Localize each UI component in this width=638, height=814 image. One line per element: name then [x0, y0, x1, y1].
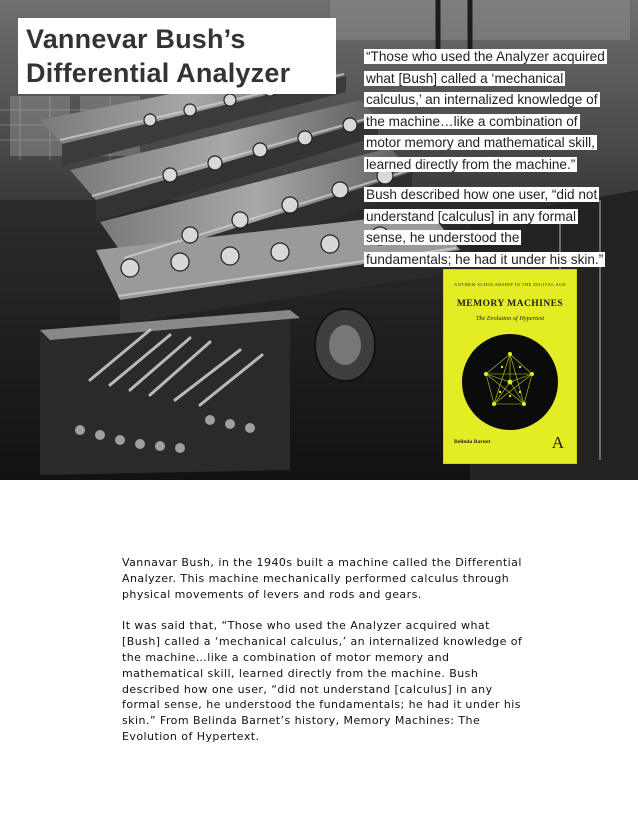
title-box [18, 18, 336, 94]
caption-line: the machine…like a combination of motor memory and [122, 650, 450, 664]
caption-paragraph-2 [122, 618, 542, 744]
book-series: ANTHEM SCHOLARSHIP IN THE DIGITAL AGE [453, 282, 567, 287]
book-cover [444, 270, 576, 463]
title-line-1: Vannevar Bush’s [26, 24, 246, 54]
quote-line: fundamentals; he had it under his skin.” [366, 251, 604, 267]
quote-line: the machine…like a combination of [366, 113, 578, 129]
caption-line: It was said that, “Those who used the Analyzer acquired what [122, 619, 490, 633]
book-title: MEMORY MACHINES [456, 298, 564, 309]
quote-line: sense, he understood the [366, 230, 520, 245]
quote-paragraph-1 [364, 46, 626, 175]
network-graphic [462, 334, 558, 430]
quote-line: motor memory and mathematical skill, [366, 135, 595, 150]
quote-paragraph-2 [364, 184, 626, 270]
publisher-logo: A [551, 433, 564, 452]
caption-line: Evolution of Hypertext. [122, 729, 260, 743]
caption-line: formal sense, he understood the fundamentals; he had it under his [122, 698, 521, 712]
caption-line: skin.” From Belinda Barnet’s history, Memory Machines: The [122, 714, 481, 728]
caption-line: physical movements of levers and rods and gears. [122, 587, 422, 601]
title-line-2: Differential Analyzer [26, 58, 291, 88]
caption-line: Analyzer. This machine mechanically performed calculus through [122, 571, 510, 585]
quote-line: “Those who used the Analyzer acquired [366, 49, 605, 64]
network-graph-icon [462, 334, 558, 430]
book-subtitle: The Evolution of Hypertext [475, 315, 545, 322]
caption-line: [Bush] called a ‘mechanical calculus,’ an internalized knowledge of [122, 635, 523, 649]
book-author: Belinda Barnet [454, 439, 491, 445]
quote-line: learned directly from the machine.” [366, 156, 576, 172]
caption-text [122, 555, 542, 761]
quote-line: calculus,’ an internalized knowledge of [366, 92, 598, 107]
caption-line: Vannavar Bush, in the 1940s built a machine called the Differential [122, 556, 522, 569]
caption-line: mathematical skill, learned directly from the machine. Bush [122, 666, 479, 680]
caption-paragraph-1 [122, 555, 542, 602]
caption-line: described how one user, “did not understand [calculus] in any [122, 682, 493, 696]
quote-block [364, 46, 626, 279]
quote-line: what [Bush] called a ‘mechanical [366, 70, 564, 86]
quote-line: Bush described how one user, “did not [366, 187, 598, 202]
quote-line: understand [calculus] in any formal [366, 208, 577, 224]
